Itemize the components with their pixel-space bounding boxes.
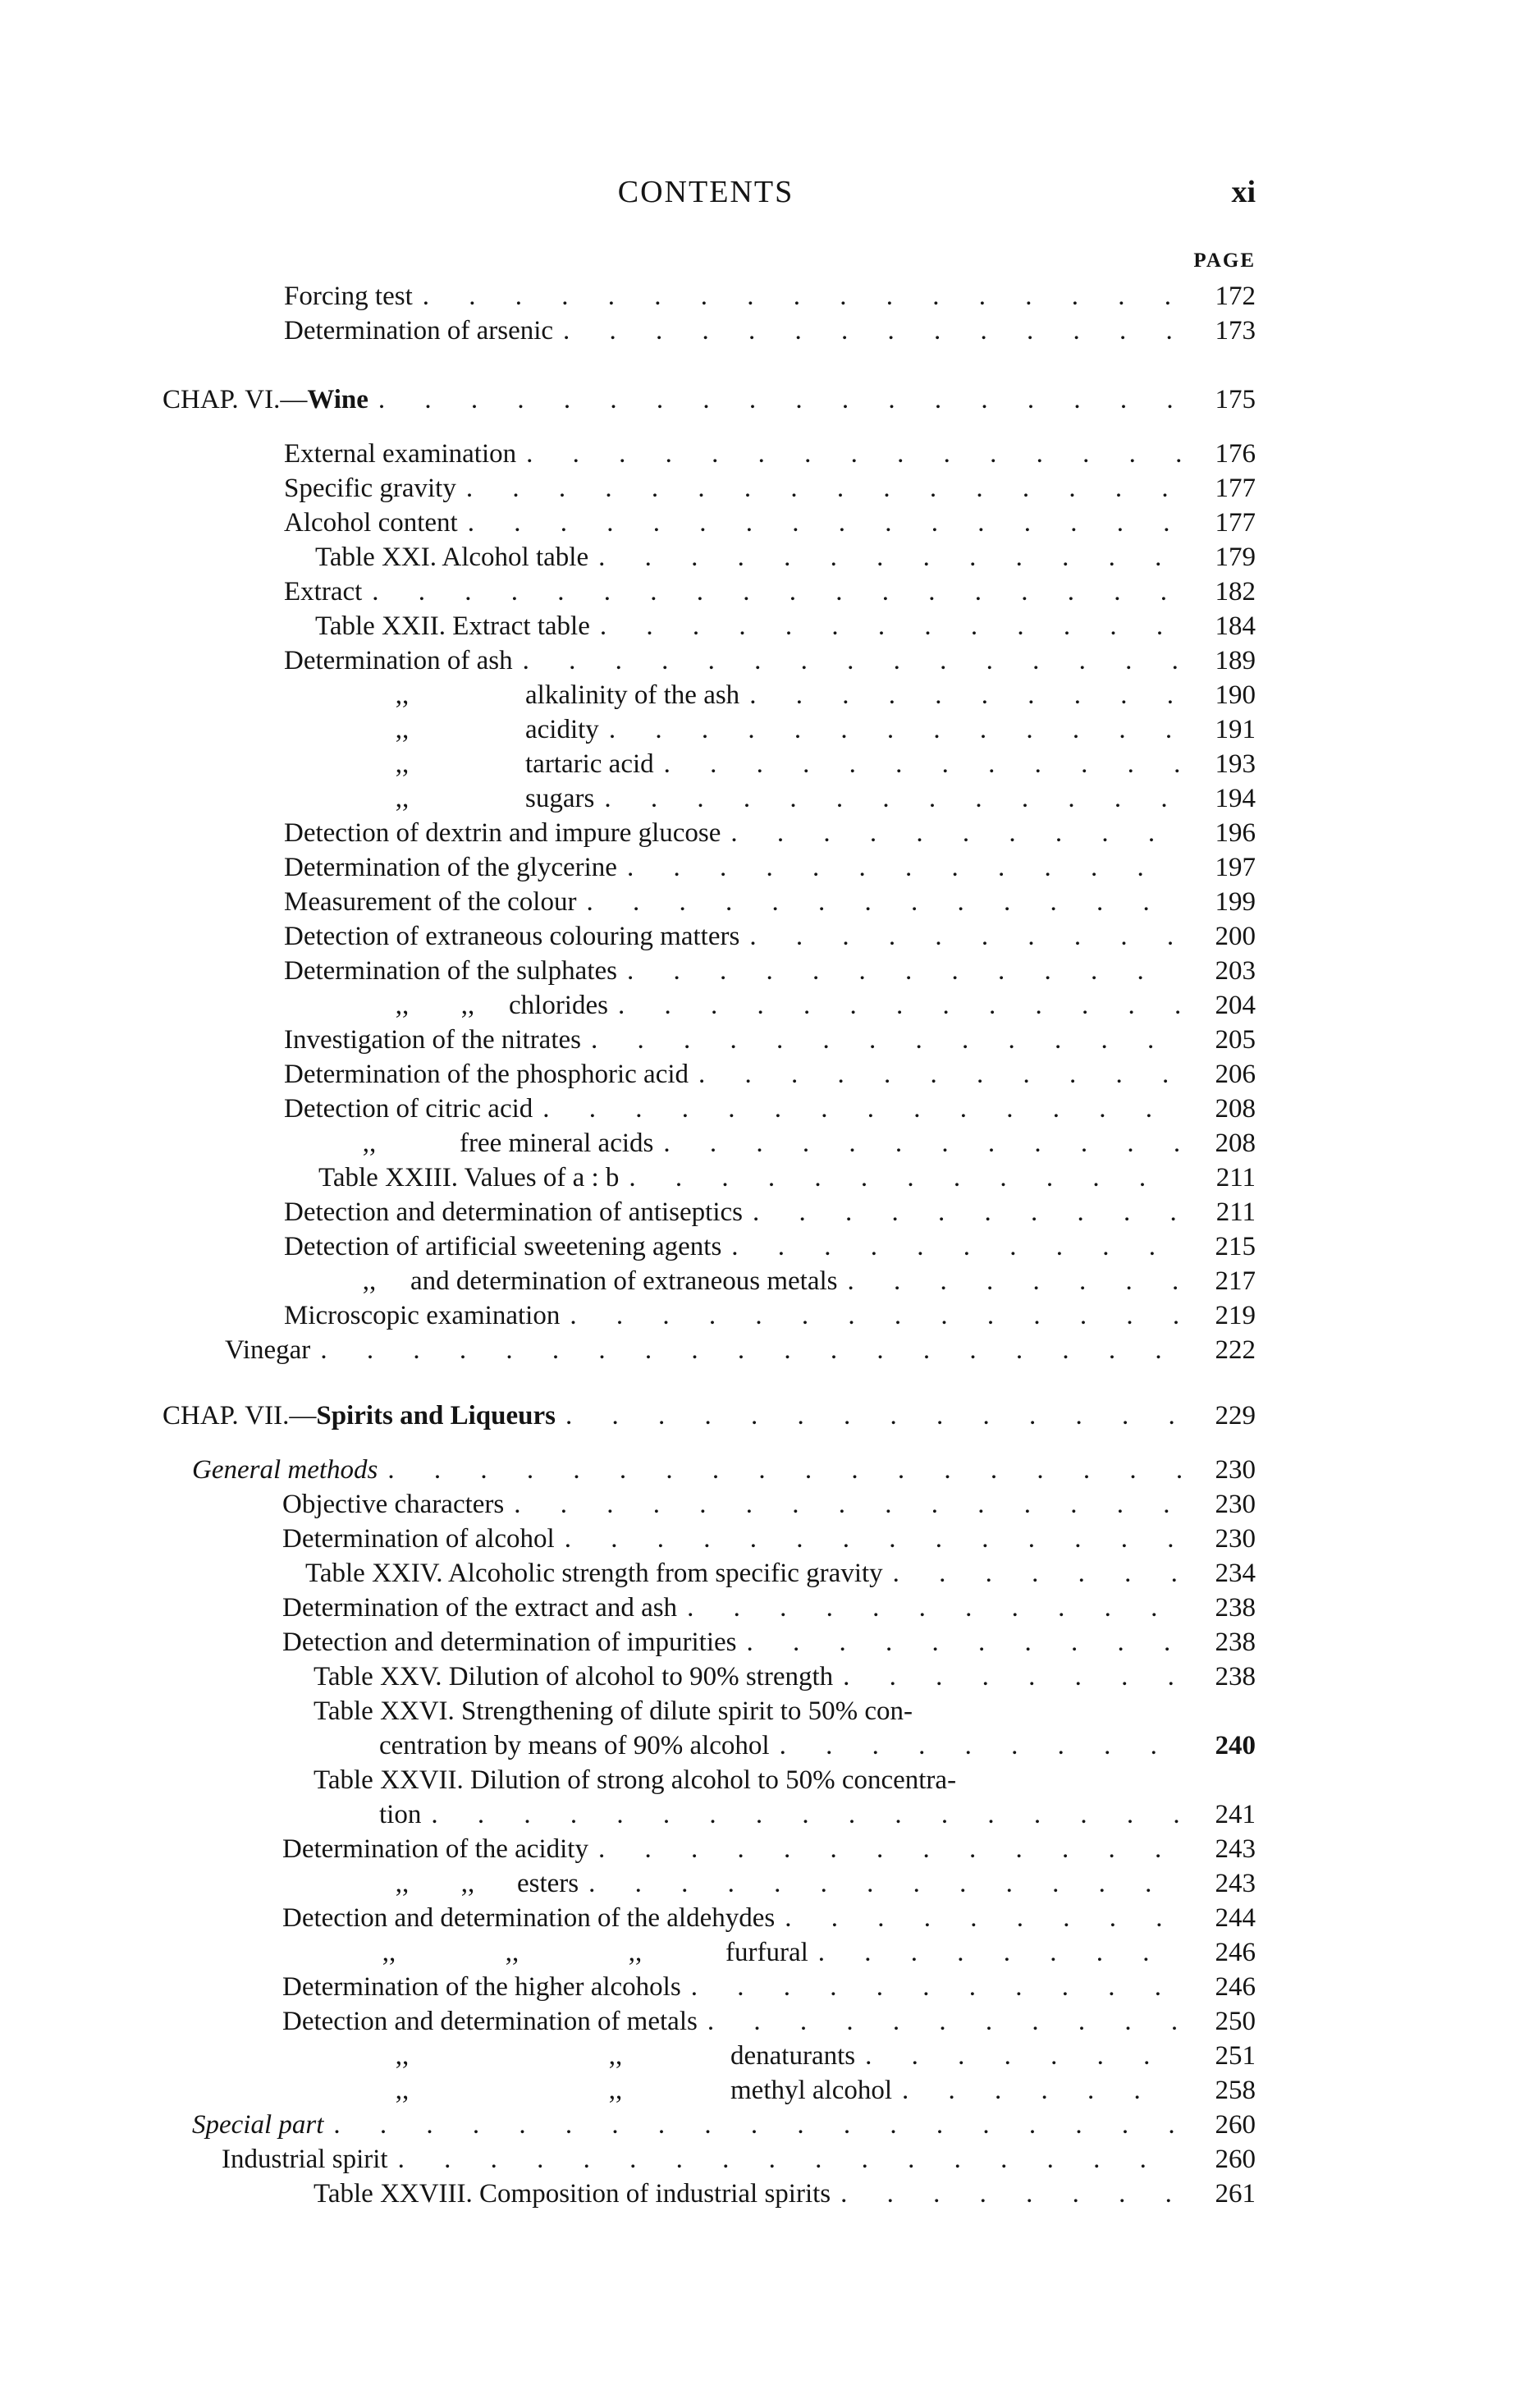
toc-entry: Determination of alcohol . . . 230 [282, 1522, 1256, 1556]
toc-entry: Detection and determination of the aldehydes . . . 244 [282, 1901, 1256, 1935]
running-head: CONTENTS [617, 175, 794, 209]
toc-entry: Industrial spirit . . . 260 [222, 2142, 1256, 2177]
toc-entry: Vinegar . . . 222 [225, 1333, 1256, 1367]
toc-entry-ditto: ,, acidity . . . 191 [378, 712, 1256, 747]
toc-entry-ditto: ,, ,, methyl alcohol . . . 258 [378, 2073, 1256, 2108]
toc-entry: Determination of ash . . . 189 [284, 643, 1256, 678]
toc-entry-continuation: tion . . . 241 [379, 1797, 1256, 1832]
toc-entry-table: Table XXVI. Strengthening of dilute spirit to 50% con- [314, 1696, 913, 1726]
toc-entry-ditto: ,, ,, esters . . . 243 [378, 1866, 1256, 1901]
toc-entry: Detection of dextrin and impure glucose . . . 196 [284, 816, 1256, 850]
toc-entry-table: Table XXVII. Dilution of strong alcohol to 50% concentra- [314, 1765, 957, 1795]
toc-entry: Detection and determination of metals . . . 250 [282, 2004, 1256, 2039]
toc-entry: Specific gravity . . . 177 [284, 471, 1256, 506]
toc-entry: External examination . . . 176 [284, 437, 1256, 471]
toc-entry-ditto: ,, ,, chlorides . . . 204 [378, 988, 1256, 1023]
toc-entry: Extract . . . 182 [284, 575, 1256, 609]
toc-entry: Forcing test . . . 172 [284, 279, 1256, 314]
toc-entry: Determination of the extract and ash . . . 238 [282, 1591, 1256, 1625]
toc-entry-ditto: ,, sugars . . . 194 [378, 781, 1256, 816]
toc-entry: Determination of the phosphoric acid . . . 206 [284, 1057, 1256, 1092]
toc-entry: Measurement of the colour . . . 199 [284, 885, 1256, 919]
toc-entry-table: Table XXIII. Values of a : b . . . 211 [318, 1161, 1256, 1195]
toc-entry: Determination of the higher alcohols . . . 246 [282, 1970, 1256, 2004]
toc-entry-table: Table XXV. Dilution of alcohol to 90% strength . . . 238 [314, 1660, 1256, 1694]
toc-entry-ditto: ,, tartaric acid . . . 193 [378, 747, 1256, 781]
chapter-heading: CHAP. VI.—Wine . . . 175 [162, 382, 1256, 417]
page-number: xi [1231, 175, 1256, 209]
toc-entry: Microscopic examination . . . 219 [284, 1298, 1256, 1333]
toc-entry: Alcohol content . . . 177 [284, 506, 1256, 540]
toc-entry-table: Table XXII. Extract table . . . 184 [315, 609, 1256, 643]
page-column-label: PAGE [1193, 249, 1256, 272]
toc-entry: Determination of the acidity . . . 243 [282, 1832, 1256, 1866]
toc-entry: Determination of the sulphates . . . 203 [284, 954, 1256, 988]
toc-entry-ditto: ,, ,, ,, furfural . . . 246 [364, 1935, 1256, 1970]
toc-entry: Detection of citric acid . . . 208 [284, 1092, 1256, 1126]
toc-entry: Detection and determination of antiseptics . . . 211 [284, 1195, 1256, 1229]
toc-entry-ditto: ,, alkalinity of the ash . . . 190 [378, 678, 1256, 712]
toc-entry-ditto: ,, ,, denaturants . . . 251 [378, 2039, 1256, 2073]
toc-entry-continuation: centration by means of 90% alcohol . . . 240 [379, 1728, 1256, 1763]
toc-entry-section: Special part . . . 260 [192, 2108, 1256, 2142]
toc-entry-table: Table XXIV. Alcoholic strength from specific gravity . . . 234 [305, 1556, 1256, 1591]
toc-entry-table: Table XXI. Alcohol table . . . 179 [315, 540, 1256, 575]
chapter-heading: CHAP. VII.—Spirits and Liqueurs . . . 229 [162, 1399, 1256, 1433]
toc-entry-ditto: ,, free mineral acids . . . 208 [345, 1126, 1256, 1161]
toc-entry: Detection and determination of impurities . . . 238 [282, 1625, 1256, 1660]
toc-entry: Investigation of the nitrates . . . 205 [284, 1023, 1256, 1057]
toc-entry-ditto: ,, and determination of extraneous metals . . . 217 [345, 1264, 1256, 1298]
toc-entry: Objective characters . . . 230 [282, 1487, 1256, 1522]
toc-entry: Detection of artificial sweetening agents . . . 215 [284, 1229, 1256, 1264]
toc-entry-section: General methods . . . 230 [192, 1453, 1256, 1487]
toc-entry-table: Table XXVIII. Composition of industrial spirits . . . 261 [314, 2177, 1256, 2211]
toc-entry: Determination of arsenic . . . 173 [284, 314, 1256, 348]
toc-entry: Detection of extraneous colouring matters . . . 200 [284, 919, 1256, 954]
toc-entry: Determination of the glycerine . . . 197 [284, 850, 1256, 885]
